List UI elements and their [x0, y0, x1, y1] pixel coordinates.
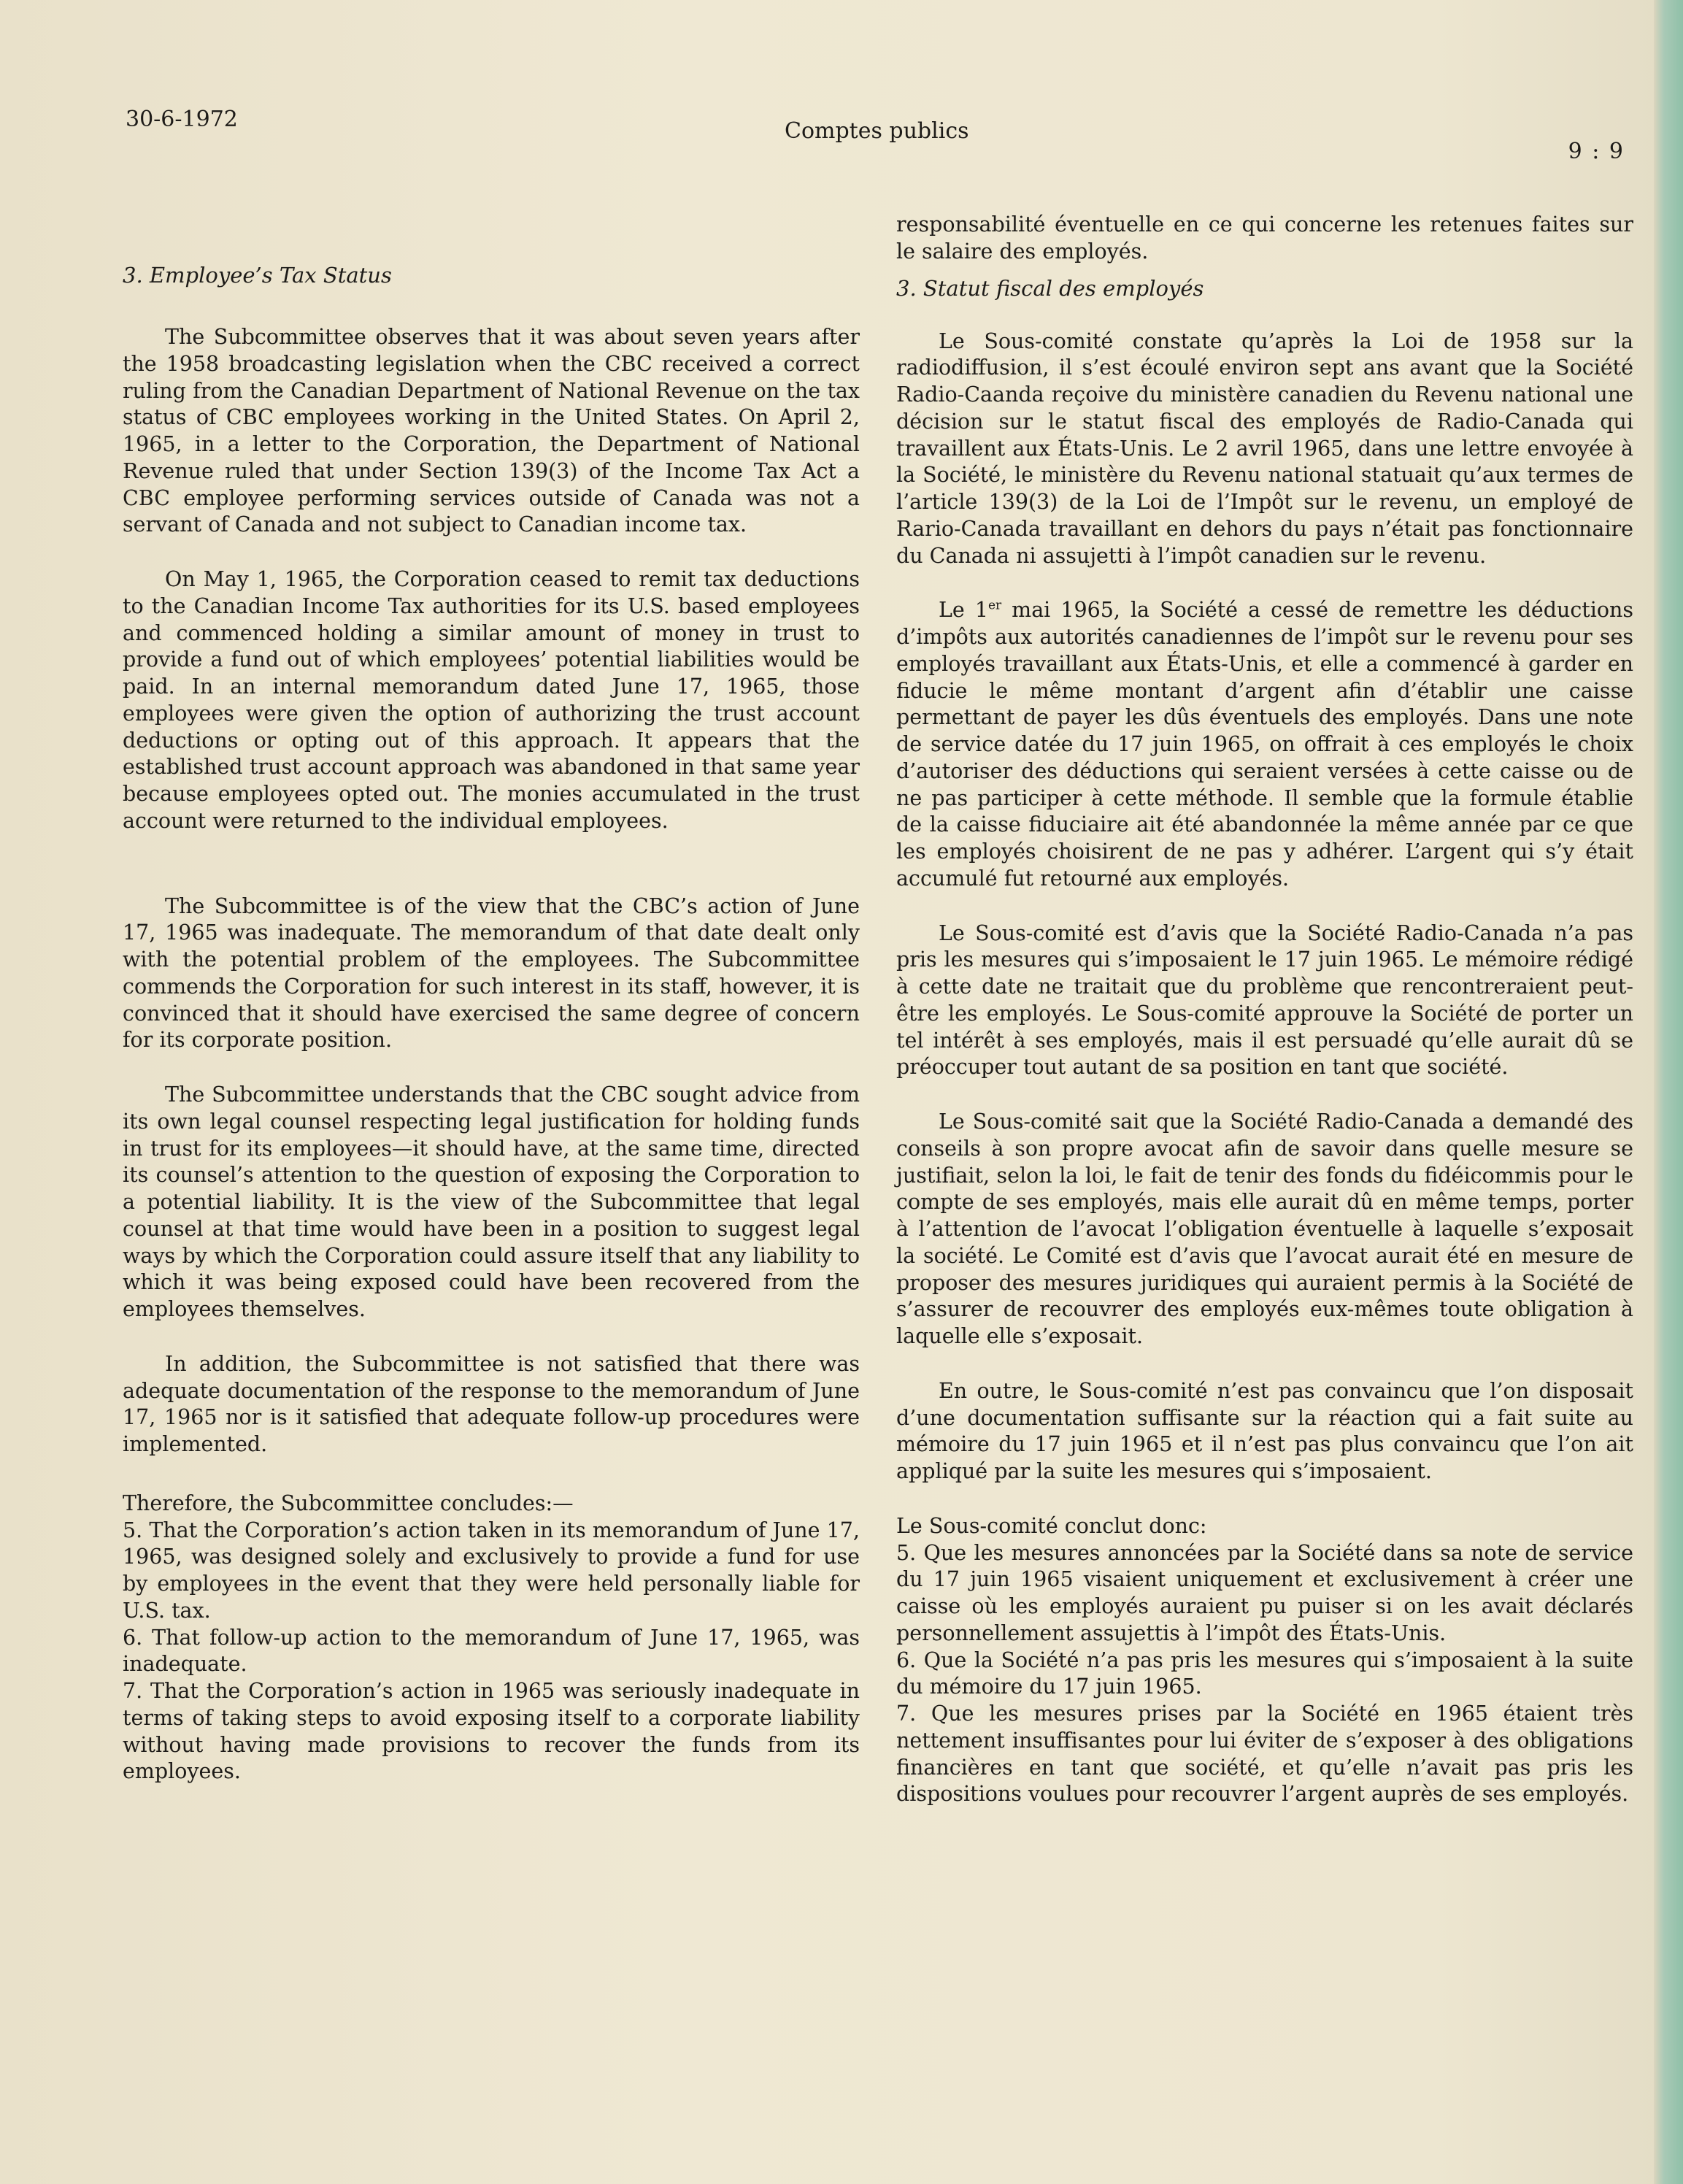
paragraph-fr-4: Le Sous-comité sait que la Société Radio-Canada a demandé des conseils à son propre avocat afin de savoir dans quelle mesure se justifiait, selon la loi, le fait de tenir des fonds du fidéicommis pour le compte de ses employés, mais elle aurait dû en même temps, porter à l’attention de l’avocat l’obligation éventuelle à laquelle s’exposait la société. Le Comité est d’avis que l’avocat aurait été en mesure de proposer des mesures juridiques qui auraient permis à la Société de s’assurer de recouvrer des employés eux-mêmes toute obligation à laquelle elle s’exposait. — [896, 1110, 1633, 1348]
english-column — [123, 263, 860, 1785]
paragraph-fr-1: Le Sous-comité constate qu’après la Loi de 1958 sur la radiodiffusion, il s’est écoulé environ sept ans avant que la Société Radio-Caanda reçoive du ministère canadien du Revenu national une décision sur le statut fiscal des employés de Radio-Canada qui travaillent aux États-Unis. Le 2 avril 1965, dans une lettre envoyée à la Société, le ministère du Revenu national statuait qu’aux termes de l’article 139(3) de la Loi de l’Impôt sur le revenu, un employé de Rario-Canada travaillant en dehors du pays n’était pas fonctionnaire du Canada ni assujetti à l’impôt canadien sur le revenu. — [896, 328, 1633, 568]
french-column — [896, 212, 1633, 1808]
paragraph-en-3: The Subcommittee is of the view that the CBC’s action of June 17, 1965 was inadequate. The memorandum of that date dealt only with the potential problem of the employees. The Subcommittee commends the Corporation for such interest in its staff, however, it is convinced that it should have exercised the same degree of concern for its corporate position. — [123, 893, 860, 1053]
paragraph-fr-2-rest: mai 1965, la Société a cessé de remettre les déductions d’impôts aux autorités canadiennes de l’impôt sur le revenu pour ses employés travaillant aux États-Unis, et elle a commencé à garder en fiducie le même montant d’argent afin d’établir une caisse permettant de payer les dûs éventuels des employés. Dans une note de service datée du 17 juin 1965, on offrait à ces employés le choix d’autoriser des déductions qui seraient versées à cette caisse ou de ne pas participer à cette méthode. Il semble que la formule établie de la caisse fiduciaire ait été abandonnée la même année par ce que les employés choisirent de ne pas y adhérer. L’argent qui s’y était accumulé fut retourné aux employés. — [896, 598, 1633, 891]
paragraph-fr-5: En outre, le Sous-comité n’est pas convaincu que l’on disposait d’une documentation suffisante sur la réaction qui a fait suite au mémoire du 17 juin 1965 et il n’est pas plus convaincu que l’on ait appliqué par la suite les mesures qui s’imposaient. — [896, 1378, 1633, 1483]
paragraph-en-2: On May 1, 1965, the Corporation ceased to remit tax deductions to the Canadian Income Tax authorities for its U.S. based employees and commenced holding a similar amount of money in trust to provide a fund out of which employees’ potential liabilities would be paid. In an internal memorandum dated June 17, 1965, those employees were given the option of authorizing the trust account deductions or opting out of this approach. It appears that the established trust account approach was abandoned in that same year because employees opted out. The monies accumulated in the trust account were returned to the individual employees. — [123, 567, 860, 833]
ordinal-superscript: er — [987, 598, 1002, 613]
header-date: 30-6-1972 — [126, 107, 238, 132]
header-title: Comptes publics — [785, 118, 969, 144]
paragraph-en-5: In addition, the Subcommittee is not satisfied that there was adequate documentation of the response to the memorandum of June 17, 1965 nor is it satisfied that adequate follow-up procedures were implemented. — [123, 1351, 860, 1456]
conclusion-intro-en: Therefore, the Subcommittee concludes:— — [123, 1491, 574, 1515]
paragraph-fr-2-start: Le 1 — [939, 598, 988, 623]
section-heading-fr: 3. Statut fiscal des employés — [896, 275, 1204, 301]
conclusion-fr-7: 7. Que les mesures prises par la Société en 1965 étaient très nettement insuffisantes pour lui éviter de s’exposer à des obligations financières en tant que société, et qu’elle n’avait pas pris les dispositions voulues pour recouvrer l’argent auprès de ses employés. — [896, 1702, 1633, 1807]
carryover-paragraph-fr: responsabilité éventuelle en ce qui concerne les retenues faites sur le salaire des employés. — [896, 212, 1633, 264]
page-number: 9 : 9 — [1568, 139, 1625, 164]
conclusion-fr-5: 5. Que les mesures annoncées par la Société dans sa note de service du 17 juin 1965 visaient uniquement et exclusivement à créer une caisse où les employés auraient pu puiser si on les avait déclarés personnellement assujettis à l’impôt des États-Unis. — [896, 1540, 1633, 1645]
paragraph-en-1: The Subcommittee observes that it was about seven years after the 1958 broadcasting legislation when the CBC received a correct ruling from the Canadian Department of National Revenue on the tax status of CBC employees working in the United States. On April 2, 1965, in a letter to the Corporation, the Department of National Revenue ruled that under Section 139(3) of the Income Tax Act a CBC employee performing services outside of Canada was not a servant of Canada and not subject to Canadian income tax. — [123, 325, 860, 537]
section-heading-en: 3. Employee’s Tax Status — [123, 263, 392, 288]
conclusion-en-7: 7. That the Corporation’s action in 1965 was seriously inadequate in terms of taking steps to avoid exposing itself to a corporate liability without having made provisions to recover the funds from its employees. — [123, 1679, 860, 1784]
paragraph-fr-2 — [896, 597, 1633, 892]
page-edge — [1654, 0, 1683, 2184]
conclusion-fr-6: 6. Que la Société n’a pas pris les mesures qui s’imposaient à la suite du mémoire du 17 juin 1965. — [896, 1647, 1633, 1699]
conclusions-en — [123, 1491, 860, 1785]
conclusion-en-6: 6. That follow-up action to the memorandum of June 17, 1965, was inadequate. — [123, 1625, 860, 1677]
conclusion-intro-fr: Le Sous-comité conclut donc: — [896, 1513, 1207, 1538]
paragraph-fr-3: Le Sous-comité est d’avis que la Société Radio-Canada n’a pas pris les mesures qui s’imposaient le 17 juin 1965. Le mémoire rédigé à cette date ne traitait que du problème que rencontreraient peut-être les employés. Le Sous-comité approuve la Société de porter un tel intérêt à ses employés, mais il est persuadé qu’elle aurait dû se préoccuper tout autant de sa position en tant que société. — [896, 920, 1633, 1080]
running-head — [0, 102, 1683, 164]
paragraph-en-4: The Subcommittee understands that the CBC sought advice from its own legal counsel respecting legal justification for holding funds in trust for its employees—it should have, at the same time, directed its counsel’s attention to the question of exposing the Corporation to a potential liability. It is the view of the Subcommittee that legal counsel at that time would have been in a position to suggest legal ways by which the Corporation could assure itself that any liability to which it was being exposed could have been recovered from the employees themselves. — [123, 1083, 860, 1321]
conclusion-en-5: 5. That the Corporation’s action taken in its memorandum of June 17, 1965, was designed solely and exclusively to provide a fund for use by employees in the event that they were held personally liable for U.S. tax. — [123, 1518, 860, 1623]
conclusions-fr — [896, 1513, 1633, 1808]
